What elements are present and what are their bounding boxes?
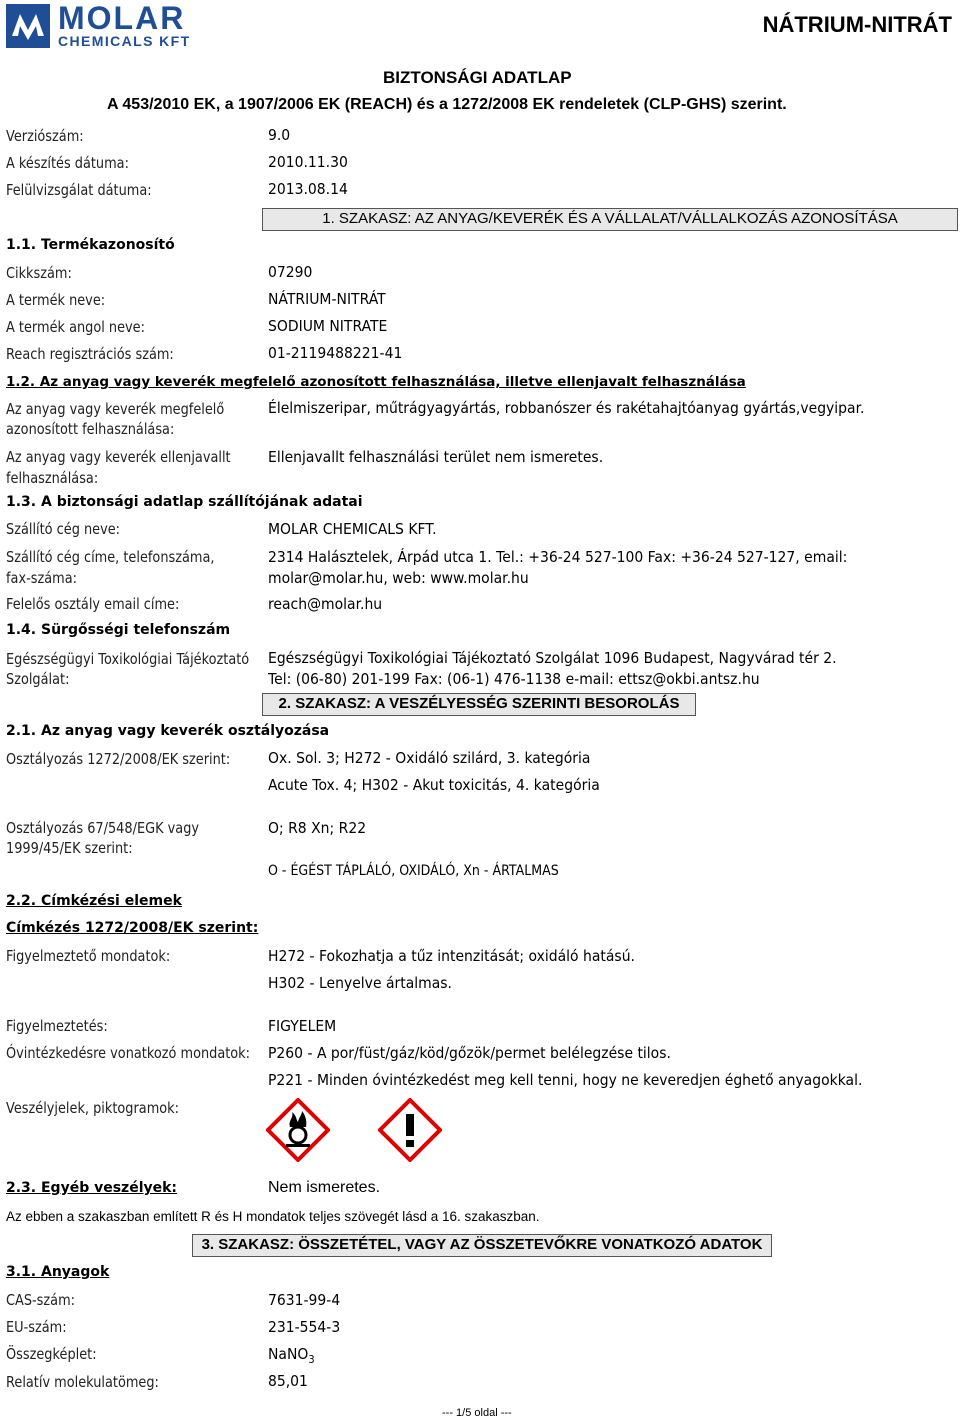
company-logo [6, 2, 226, 50]
item-number-label: Cikkszám: [6, 264, 72, 282]
subsection-1-4-title: 1.4. Sürgősségi telefonszám [6, 622, 231, 638]
section-2-header: 2. SZAKASZ: A VESZÉLYESSÉG SZERINTI BESOROLÁS [262, 693, 696, 716]
reach-number-value: 01-2119488221-41 [268, 344, 403, 362]
section-1-header: 1. SZAKASZ: AZ ANYAG/KEVERÉK ÉS A VÁLLALAT/VÁLLALKOZÁS AZONOSÍTÁSA [262, 208, 958, 231]
supplier-name-value: MOLAR CHEMICALS KFT. [268, 520, 437, 538]
subsection-2-3-title: 2.3. Egyéb veszélyek: [6, 1180, 178, 1196]
exclamation-mark-icon [378, 1098, 442, 1162]
product-name-value: NÁTRIUM-NITRÁT [268, 290, 386, 308]
other-hazards-value: Nem ismeretes. [268, 1179, 381, 1196]
section-3-header: 3. SZAKASZ: ÖSSZETÉTEL, VAGY AZ ÖSSZETEVŐKRE VONATKOZÓ ADATOK [192, 1234, 772, 1257]
clp-classification-value-2: Acute Tox. 4; H302 - Akut toxicitás, 4. kategória [268, 776, 600, 794]
cas-number-label: CAS-szám: [6, 1291, 75, 1309]
email-value: reach@molar.hu [268, 595, 383, 613]
formula-subscript: 3 [308, 1353, 315, 1367]
emergency-label: Egészségügyi Toxikológiai Tájékoztató [6, 650, 250, 668]
item-number-value: 07290 [268, 263, 313, 281]
subsection-2-1-title: 2.1. Az anyag vagy keverék osztályozása [6, 723, 330, 739]
signal-word-label: Figyelmeztetés: [6, 1017, 108, 1035]
flame-over-circle-icon [266, 1098, 330, 1162]
revised-date-value: 2013.08.14 [268, 180, 348, 198]
precautionary-statement-p260: P260 - A por/füst/gáz/köd/gőzök/permet belélegzése tilos. [268, 1044, 671, 1062]
eu-number-label: EU-szám: [6, 1318, 67, 1336]
supplier-address-label: Szállító cég címe, telefonszáma, [6, 548, 215, 566]
created-date-label: A készítés dátuma: [6, 154, 129, 172]
contraindicated-use-label: Az anyag vagy keverék ellenjavallt [6, 448, 231, 466]
identified-use-label-2: azonosított felhasználása: [6, 420, 175, 438]
product-title: NÁTRIUM-NITRÁT [762, 12, 952, 37]
formula-main: NaNO [268, 1345, 309, 1363]
subsection-1-1-title: 1.1. Termékazonosító [6, 237, 175, 253]
signal-word-value: FIGYELEM [268, 1017, 337, 1035]
english-name-label: A termék angol neve: [6, 318, 145, 336]
molecular-weight-value: 85,01 [268, 1372, 308, 1390]
clp-classification-value: Ox. Sol. 3; H272 - Oxidáló szilárd, 3. kategória [268, 749, 591, 767]
formula-label: Összegképlet: [6, 1345, 97, 1363]
subsection-2-2-title: 2.2. Címkézési elemek [6, 893, 182, 909]
dsd-classification-label: Osztályozás 67/548/EGK vagy [6, 819, 200, 837]
subsection-1-2-title: 1.2. Az anyag vagy keverék megfelelő azonosított felhasználása, illetve ellenjavalt felhasználása [6, 374, 746, 390]
logo-subtitle: CHEMICALS KFT [58, 33, 191, 49]
identified-use-value: Élelmiszeripar, műtrágyagyártás, robbanószer és rakétahajtóanyag gyártás,vegyipar. [268, 399, 865, 417]
email-label: Felelős osztály email címe: [6, 595, 180, 613]
version-label: Verziószám: [6, 127, 84, 145]
hazard-statement-h272: H272 - Fokozhatja a tűz intenzitását; oxidáló hatású. [268, 947, 635, 965]
contraindicated-use-value: Ellenjavallt felhasználási terület nem ismeretes. [268, 448, 604, 466]
eu-number-value: 231-554-3 [268, 1318, 341, 1336]
subsection-1-3-title: 1.3. A biztonsági adatlap szállítójának adatai [6, 494, 363, 510]
english-name-value: SODIUM NITRATE [268, 317, 388, 335]
logo-emblem-icon [6, 4, 50, 48]
supplier-contact-value: molar@molar.hu, web: www.molar.hu [268, 569, 529, 587]
revised-date-label: Felülvizsgálat dátuma: [6, 181, 152, 199]
product-name-label: A termék neve: [6, 291, 106, 309]
emergency-label-2: Szolgálat: [6, 670, 70, 688]
dsd-classification-value: O; R8 Xn; R22 [268, 819, 367, 837]
cas-number-value: 7631-99-4 [268, 1291, 341, 1309]
created-date-value: 2010.11.30 [268, 153, 348, 171]
supplier-name-label: Szállító cég neve: [6, 520, 121, 538]
page-number: --- 1/5 oldal --- [442, 1407, 512, 1419]
identified-use-label: Az anyag vagy keverék megfelelő [6, 400, 225, 418]
document-title: BIZTONSÁGI ADATLAP [383, 68, 572, 87]
dsd-classification-label-2: 1999/45/EK szerint: [6, 839, 133, 857]
precautionary-statement-p221: P221 - Minden óvintézkedést meg kell tenni, hogy ne keveredjen éghető anyagokkal. [268, 1071, 863, 1089]
reach-number-label: Reach regisztrációs szám: [6, 345, 174, 363]
pictograms-label: Veszélyjelek, piktogramok: [6, 1099, 179, 1117]
section-2-note: Az ebben a szakaszban említett R és H mondatok teljes szövegét lásd a 16. szakaszban. [6, 1209, 540, 1224]
dsd-symbols-value: O - ÉGÉST TÁPLÁLÓ, OXIDÁLÓ, Xn - ÁRTALMAS [268, 863, 559, 879]
regulation-line: A 453/2010 EK, a 1907/2006 EK (REACH) és a 1272/2008 EK rendeletek (CLP-GHS) szerint. [107, 96, 787, 113]
precautionary-label: Óvintézkedésre vonatkozó mondatok: [6, 1044, 250, 1062]
subsection-3-1-title: 3.1. Anyagok [6, 1264, 110, 1280]
contraindicated-use-label-2: felhasználása: [6, 469, 99, 487]
clp-classification-label: Osztályozás 1272/2008/EK szerint: [6, 750, 231, 768]
supplier-address-value: 2314 Halásztelek, Árpád utca 1. Tel.: +36-24 527-100 Fax: +36-24 527-127, email: [268, 548, 848, 566]
supplier-address-label-2: fax-száma: [6, 569, 77, 587]
emergency-value: Egészségügyi Toxikológiai Tájékoztató Szolgálat 1096 Budapest, Nagyvárad tér 2. [268, 649, 837, 667]
hazard-statements-label: Figyelmeztető mondatok: [6, 947, 171, 965]
logo-wordmark: MOLAR [58, 0, 186, 36]
labeling-title: Címkézés 1272/2008/EK szerint: [6, 920, 259, 936]
hazard-statement-h302: H302 - Lenyelve ártalmas. [268, 974, 452, 992]
version-value: 9.0 [268, 126, 291, 144]
formula-value [268, 1345, 315, 1366]
molecular-weight-label: Relatív molekulatömeg: [6, 1373, 159, 1391]
emergency-contact-value: Tel: (06-80) 201-199 Fax: (06-1) 476-1138 e-mail: ettsz@okbi.antsz.hu [268, 670, 760, 688]
